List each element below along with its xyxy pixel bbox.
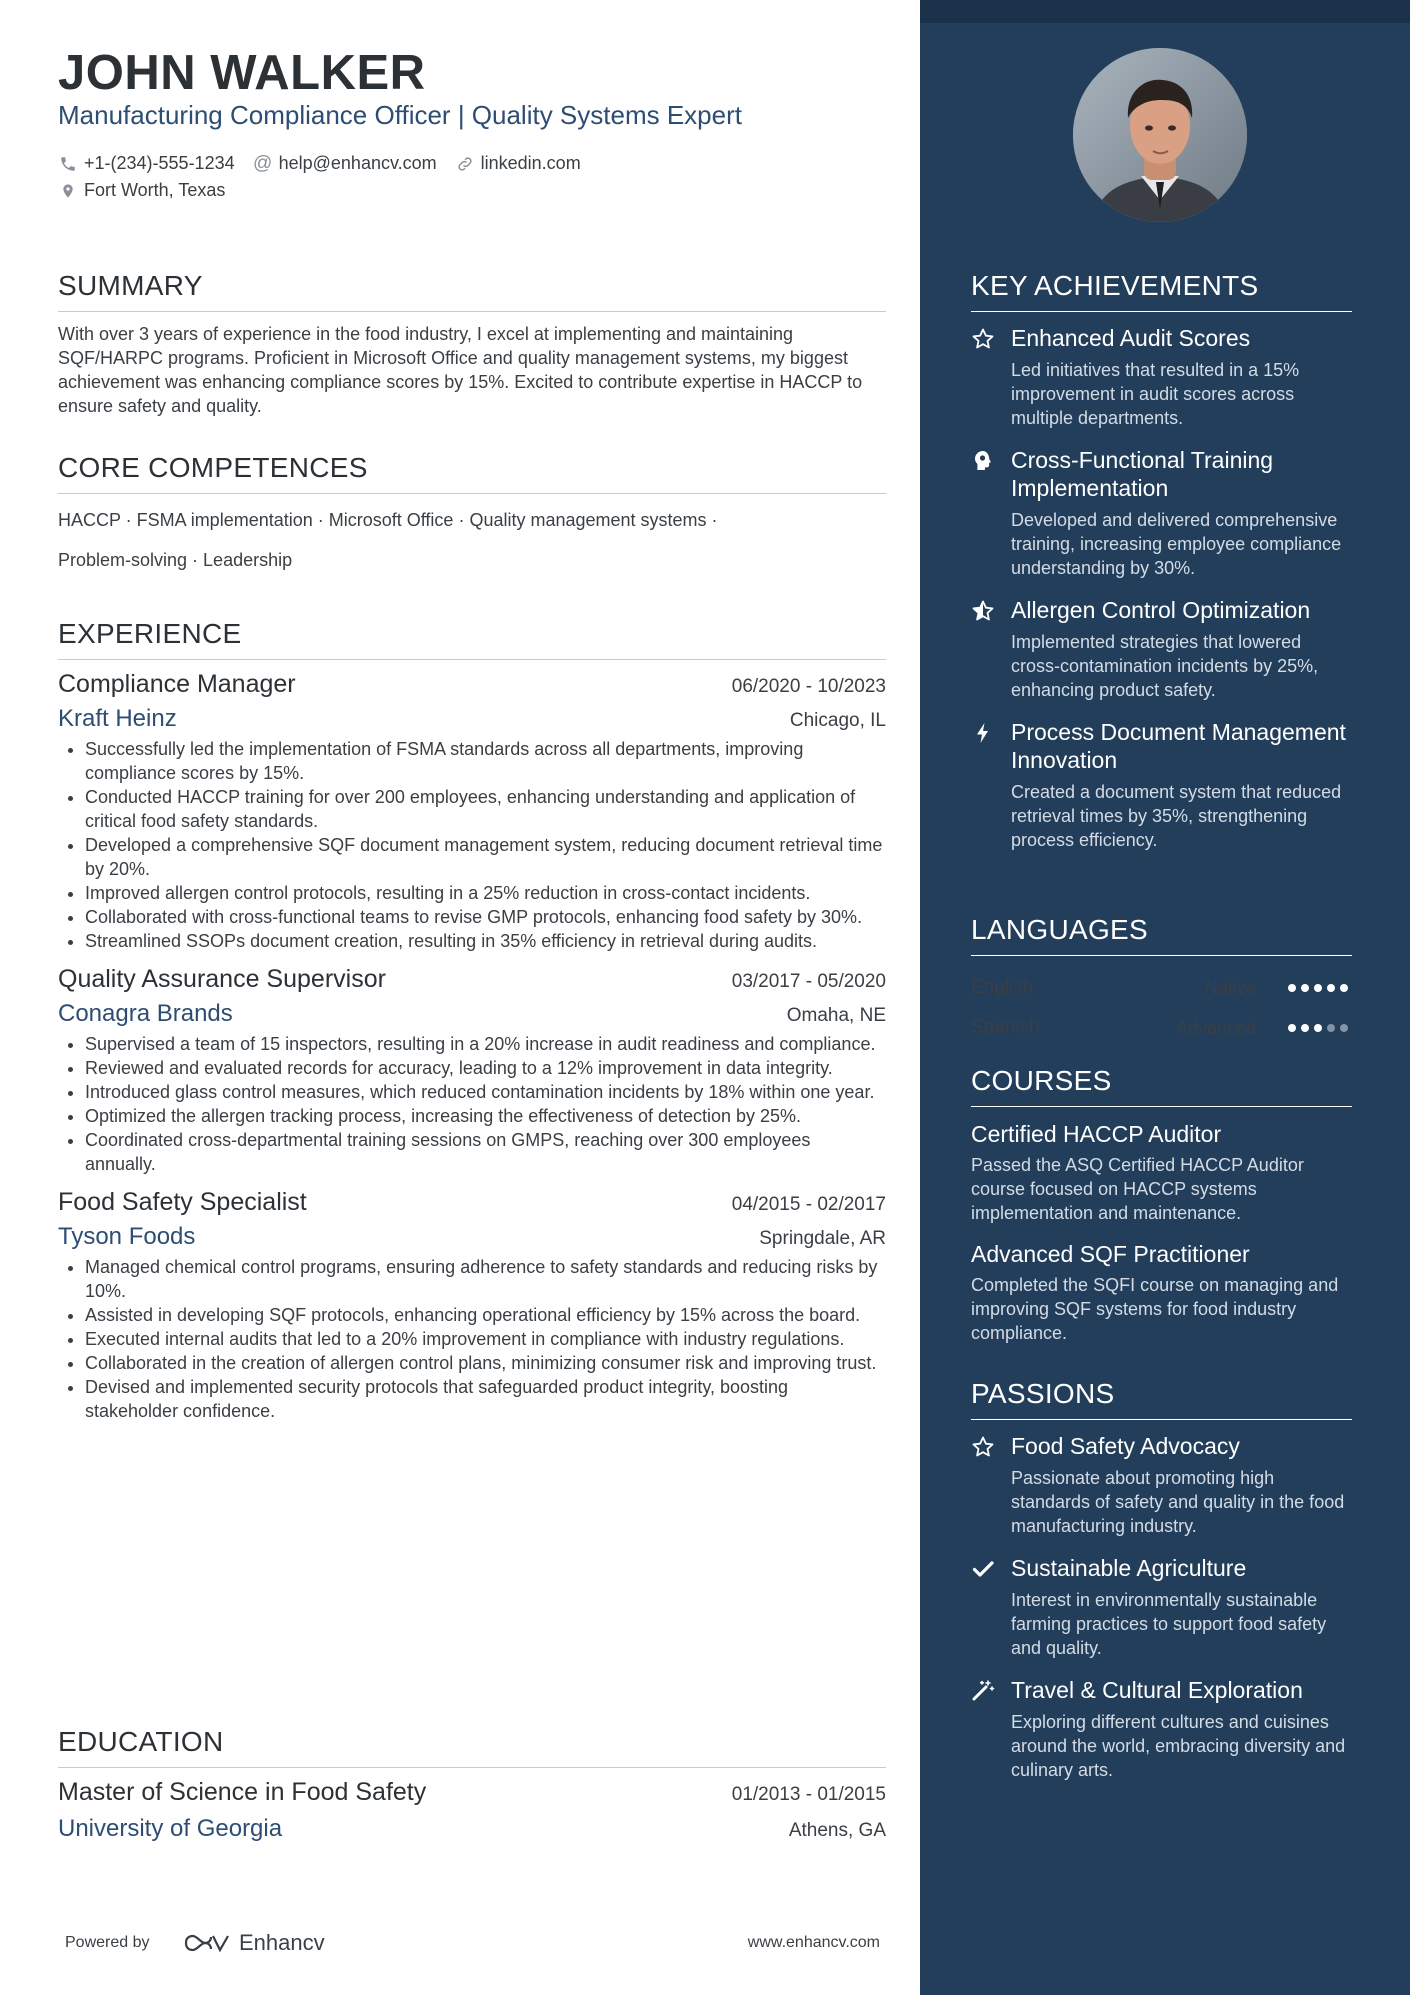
passions-section — [971, 1378, 1352, 1798]
bullet-item: • Developed a comprehensive SQF document management system, reducing document retrieval time by 20%. — [85, 833, 886, 881]
education-title: EDUCATION — [58, 1726, 886, 1768]
link-icon — [455, 154, 475, 174]
job-title: Food Safety Specialist — [58, 1188, 307, 1216]
proficiency-dot — [1340, 984, 1348, 992]
achievement-desc: Implemented strategies that lowered cross-contamination incidents by 25%, enhancing product safety. — [1011, 632, 1319, 700]
passion-title: Food Safety Advocacy — [1011, 1433, 1240, 1459]
proficiency-dot — [1314, 984, 1322, 992]
school: University of Georgia — [58, 1815, 283, 1842]
bullet-item: • Collaborated in the creation of allergen control plans, minimizing consumer risk and improving trust. — [85, 1351, 886, 1375]
head-lightbulb-icon — [971, 446, 1011, 580]
email-item[interactable] — [253, 153, 437, 174]
proficiency-dot — [1301, 984, 1309, 992]
powered-by-label: Powered by — [65, 1934, 150, 1951]
bullet-item: • Managed chemical control programs, ensuring adherence to safety standards and reducing risks by 10%. — [85, 1255, 886, 1303]
bullet-item: • Introduced glass control measures, which reduced contamination incidents by 18% within one year. — [85, 1080, 886, 1104]
enhancv-logo-icon — [183, 1931, 231, 1955]
achievement-item — [971, 324, 1352, 430]
courses-title: COURSES — [971, 1065, 1352, 1107]
phone-item[interactable] — [58, 153, 235, 174]
bullet-item: • Executed internal audits that led to a 20% improvement in compliance with industry regulations. — [85, 1327, 886, 1351]
competences-line-1: HACCP · FSMA implementation · Microsoft Office · Quality management systems · — [58, 510, 718, 530]
job-bullets — [58, 1032, 886, 1176]
job-location: Omaha, NE — [786, 1005, 886, 1026]
bullet-item: • Reviewed and evaluated records for accuracy, leading to a 12% improvement in data integrity. — [85, 1056, 886, 1080]
passion-item — [971, 1432, 1352, 1538]
language-item — [971, 1008, 1352, 1048]
achievement-desc: Created a document system that reduced retrieval times by 35%, strengthening process efficiency. — [1011, 782, 1342, 850]
location-item — [58, 180, 225, 201]
proficiency-dot — [1327, 1024, 1335, 1032]
achievement-desc: Led initiatives that resulted in a 15% improvement in audit scores across multiple departments. — [1011, 360, 1300, 428]
achievement-title: Enhanced Audit Scores — [1011, 325, 1251, 351]
bullet-item: • Supervised a team of 15 inspectors, resulting in a 20% increase in audit readiness and compliance. — [85, 1032, 886, 1056]
star-outline-icon — [971, 1432, 1011, 1538]
contact-info — [58, 150, 599, 204]
job-entry — [58, 670, 886, 953]
lightning-icon — [971, 718, 1011, 852]
achievement-title: Allergen Control Optimization — [1011, 597, 1311, 623]
job-bullets — [58, 737, 886, 953]
job-dates: 04/2015 - 02/2017 — [731, 1194, 886, 1215]
course-desc: Completed the SQFI course on managing and improving SQF systems for food industry compliance. — [971, 1275, 1339, 1343]
location-pin-icon — [58, 181, 78, 201]
profile-photo — [1073, 48, 1247, 222]
proficiency-dots — [1288, 984, 1348, 992]
email-text: help@enhancv.com — [278, 153, 437, 173]
linkedin-text: linkedin.com — [480, 153, 581, 173]
achievement-item — [971, 446, 1352, 580]
proficiency-dot — [1288, 984, 1296, 992]
checkmark-icon — [971, 1554, 1011, 1660]
enhancv-brand: Enhancv — [239, 1930, 325, 1955]
passion-item — [971, 1554, 1352, 1660]
achievement-title: Cross-Functional Training Implementation — [1011, 447, 1274, 501]
language-name: Spanish — [971, 1017, 1040, 1038]
passion-title: Travel & Cultural Exploration — [1011, 1677, 1303, 1703]
course-title: Advanced SQF Practitioner — [971, 1241, 1250, 1267]
experience-section — [58, 618, 886, 1435]
bullet-item: • Conducted HACCP training for over 200 employees, enhancing understanding and application of critical food safety standards. — [85, 785, 886, 833]
star-half-icon — [971, 596, 1011, 702]
job-company: Kraft Heinz — [58, 705, 177, 732]
competences-title: CORE COMPETENCES — [58, 452, 886, 494]
star-outline-icon — [971, 324, 1011, 430]
course-title: Certified HACCP Auditor — [971, 1121, 1222, 1147]
footer — [65, 1930, 880, 1960]
job-location: Chicago, IL — [789, 710, 886, 731]
job-company: Tyson Foods — [58, 1223, 196, 1250]
proficiency-dot — [1327, 984, 1335, 992]
job-company: Conagra Brands — [58, 1000, 233, 1027]
passions-title: PASSIONS — [971, 1378, 1352, 1420]
enhancv-logo[interactable] — [183, 1930, 325, 1956]
competences-line-2: Problem-solving · Leadership — [58, 550, 293, 570]
magic-wand-icon — [971, 1676, 1011, 1782]
job-dates: 06/2020 - 10/2023 — [731, 676, 886, 697]
language-item — [971, 968, 1352, 1008]
headline: Manufacturing Compliance Officer | Quality Systems Expert — [58, 100, 742, 130]
language-name: English — [971, 977, 1034, 998]
language-level: Native — [1204, 977, 1256, 998]
passion-item — [971, 1676, 1352, 1782]
bullet-item: • Assisted in developing SQF protocols, enhancing operational efficiency by 15% across the board. — [85, 1303, 886, 1327]
passion-desc: Passionate about promoting high standards of safety and quality in the food manufacturing industry. — [1011, 1468, 1345, 1536]
job-entry — [58, 1188, 886, 1423]
achievement-title: Process Document Management Innovation — [1011, 719, 1346, 773]
proficiency-dot — [1314, 1024, 1322, 1032]
job-bullets — [58, 1255, 886, 1423]
achievement-item — [971, 596, 1352, 702]
linkedin-item[interactable] — [455, 153, 581, 174]
location-text: Fort Worth, Texas — [84, 180, 226, 200]
passion-desc: Interest in environmentally sustainable farming practices to support food safety and quality. — [1011, 1590, 1327, 1658]
job-title: Quality Assurance Supervisor — [58, 965, 386, 993]
summary-text: With over 3 years of experience in the food industry, I excel at implementing and maintaining SQF/HARPC programs. Proficient in Microsoft Office and quality management systems, my biggest achievement was enhancing compliance scores by 15%. Excited to contribute expertise in HACCP to ensure safety and quality. — [58, 324, 863, 416]
competences-section — [58, 452, 886, 580]
footer-url[interactable]: www.enhancv.com — [747, 1934, 880, 1951]
bullet-item: • Coordinated cross-departmental training sessions on GMPS, reaching over 300 employees annually. — [85, 1128, 886, 1176]
sidebar-top-bar — [920, 0, 1410, 23]
summary-section — [58, 270, 886, 418]
education-location: Athens, GA — [788, 1820, 886, 1841]
phone-text: +1-(234)-555-1234 — [84, 153, 235, 173]
bullet-item: • Optimized the allergen tracking process, increasing the effectiveness of detection by 25%. — [85, 1104, 886, 1128]
education-dates: 01/2013 - 01/2015 — [731, 1784, 886, 1805]
proficiency-dots — [1288, 1024, 1348, 1032]
degree: Master of Science in Food Safety — [58, 1778, 427, 1806]
at-icon: @ — [252, 152, 273, 174]
languages-title: LANGUAGES — [971, 914, 1352, 956]
bullet-item: • Successfully led the implementation of FSMA standards across all departments, improving compliance scores by 15%. — [85, 737, 886, 785]
job-location: Springdale, AR — [759, 1228, 886, 1249]
job-dates: 03/2017 - 05/2020 — [731, 971, 886, 992]
bullet-item: • Streamlined SSOPs document creation, resulting in 35% efficiency in retrieval during audits. — [85, 929, 886, 953]
passion-desc: Exploring different cultures and cuisines around the world, embracing diversity and culinary arts. — [1011, 1712, 1346, 1780]
summary-title: SUMMARY — [58, 270, 886, 312]
proficiency-dot — [1288, 1024, 1296, 1032]
course-item — [971, 1239, 1352, 1345]
courses-section — [971, 1065, 1352, 1359]
proficiency-dot — [1340, 1024, 1348, 1032]
proficiency-dot — [1301, 1024, 1309, 1032]
bullet-item: • Collaborated with cross-functional teams to revise GMP protocols, enhancing food safety by 30%. — [85, 905, 886, 929]
passion-title: Sustainable Agriculture — [1011, 1555, 1247, 1581]
achievements-section — [971, 270, 1352, 868]
languages-section — [971, 914, 1352, 1048]
course-item — [971, 1119, 1352, 1225]
achievements-title: KEY ACHIEVEMENTS — [971, 270, 1352, 312]
candidate-name: JOHN WALKER — [58, 46, 426, 100]
education-section — [58, 1726, 886, 1843]
achievement-desc: Developed and delivered comprehensive training, increasing employee compliance understanding by 30%. — [1011, 510, 1342, 578]
phone-icon — [58, 154, 78, 174]
job-title: Compliance Manager — [58, 670, 296, 698]
course-desc: Passed the ASQ Certified HACCP Auditor course focused on HACCP systems implementation and maintenance. — [971, 1155, 1304, 1223]
experience-title: EXPERIENCE — [58, 618, 886, 660]
language-level: Advanced — [1175, 1017, 1256, 1038]
bullet-item: • Improved allergen control protocols, resulting in a 25% reduction in cross-contact incidents. — [85, 881, 886, 905]
bullet-item: • Devised and implemented security protocols that safeguarded product integrity, boosting stakeholder confidence. — [85, 1375, 886, 1423]
achievement-item — [971, 718, 1352, 852]
job-entry — [58, 965, 886, 1176]
